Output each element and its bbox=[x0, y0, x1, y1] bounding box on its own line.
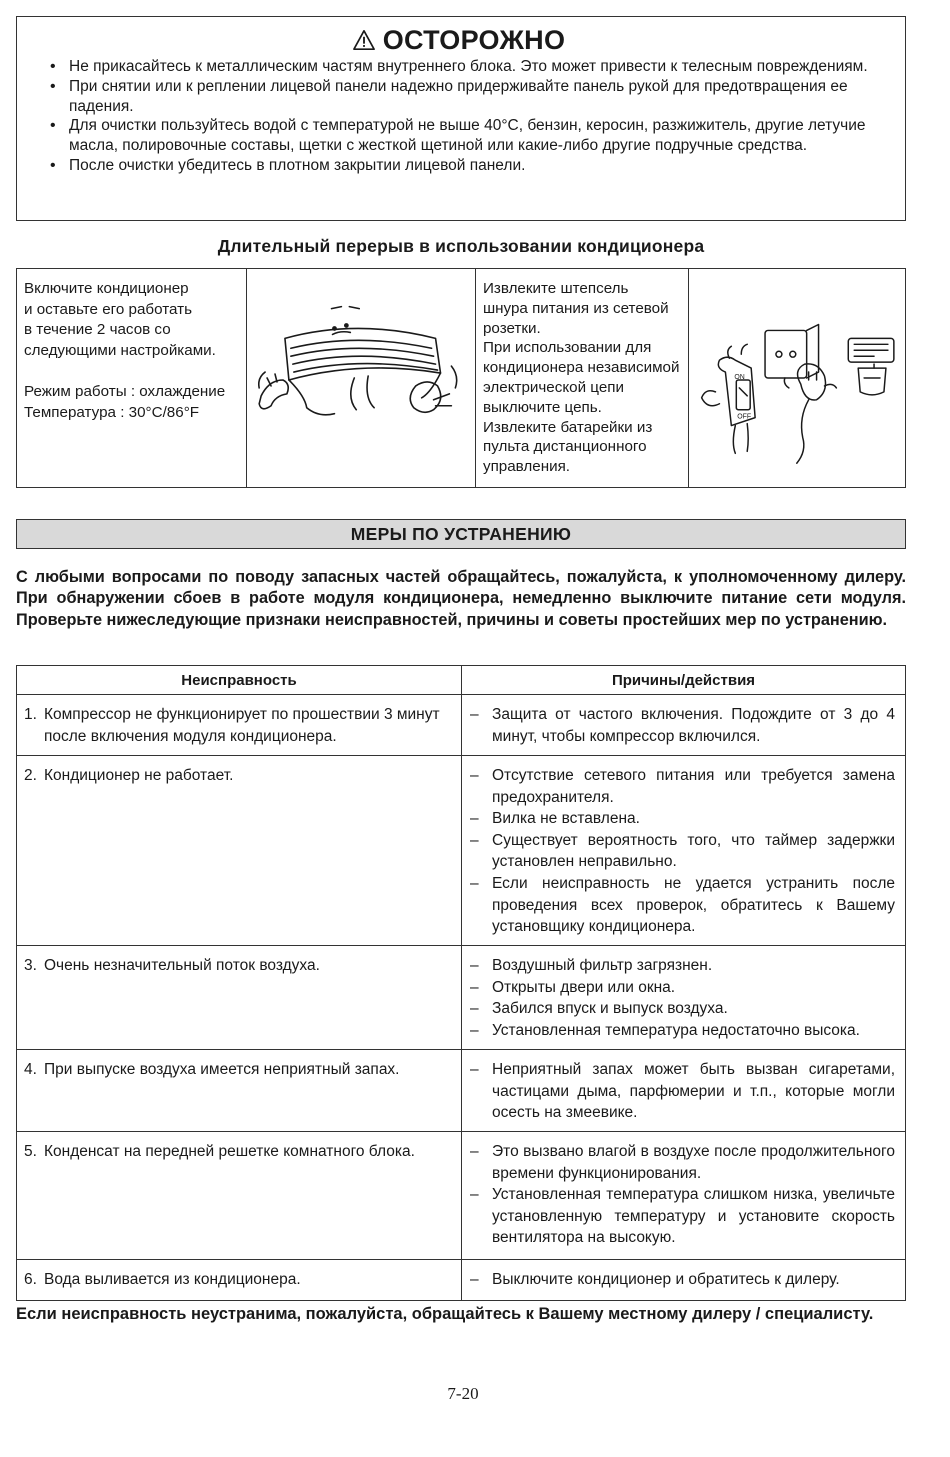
action-item: – Выключите кондиционер и обратитесь к дилеру. bbox=[470, 1271, 840, 1288]
caution-list bbox=[47, 57, 891, 176]
problem-text: При выпуске воздуха имеется неприятный запах. bbox=[44, 1061, 400, 1078]
long-break-left-text-cell bbox=[17, 269, 247, 487]
table-row bbox=[17, 1260, 905, 1300]
table-row bbox=[17, 1132, 905, 1260]
long-break-mode-settings: Режим работы : охлаждение Температура : 30°C/86°F bbox=[24, 383, 226, 421]
problem-number: 3. bbox=[24, 957, 37, 974]
cartoon-air-conditioner-icon bbox=[247, 269, 475, 487]
long-break-title: Длительный перерыв в использовании кондиционера bbox=[217, 236, 705, 256]
warning-triangle-icon bbox=[353, 29, 375, 51]
troubleshooting-banner: МЕРЫ ПО УСТРАНЕНИЮ bbox=[16, 519, 906, 549]
caution-box bbox=[16, 16, 906, 221]
action-item: – Установленная температура недостаточно высока. bbox=[470, 1021, 860, 1039]
long-break-right-text-cell bbox=[476, 269, 689, 487]
action-item: – Неприятный запах может быть вызван сигаретами, частицами дыма, парфюмерии и т.п., которые могли осесть на змеевике. bbox=[470, 1061, 895, 1122]
long-break-instructions: Включите кондиционер и оставьте его работать в течение 2 часов со следующими настройками. bbox=[24, 280, 216, 359]
action-item: – Открыты двери или окна. bbox=[470, 978, 676, 996]
switch-off-label: OFF bbox=[736, 413, 751, 421]
table-header bbox=[17, 666, 905, 695]
problem-number: 5. bbox=[24, 1143, 37, 1160]
action-item: – Защита от частого включения. Подождите от 3 до 4 минут, чтобы компрессор включился. bbox=[470, 706, 895, 745]
caution-item: • При снятии или к реплении лицевой панели надежно придерживайте панель рукой для предотвращения ее падения. bbox=[47, 77, 891, 117]
unplug-instructions: Извлеките штепсель шнура питания из сетевой розетки. При использовании для кондиционера независимой электрической цепи выключите цепь. Извлеките батарейки из пульта дистанционного управления. bbox=[482, 280, 680, 476]
table-row bbox=[17, 756, 905, 946]
switch-on-label: ON bbox=[733, 373, 745, 381]
problem-text: Компрессор не функционирует по прошествии 3 минут после включения модуля кондиционера. bbox=[44, 706, 440, 745]
problem-number: 1. bbox=[24, 706, 37, 723]
column-header-problem: Неисправность bbox=[17, 666, 462, 694]
action-item: – Вилка не вставлена. bbox=[470, 810, 640, 828]
action-item: – Воздушный фильтр загрязнен. bbox=[470, 957, 713, 974]
caution-title-text: ОСТОРОЖНО bbox=[382, 25, 566, 55]
caution-item: • Не прикасайтесь к металлическим частям внутреннего блока. Это может привести к телесным повреждениям. bbox=[47, 57, 891, 77]
problem-number: 2. bbox=[24, 767, 37, 784]
problem-number: 4. bbox=[24, 1061, 37, 1078]
caution-title bbox=[27, 23, 891, 57]
table-row bbox=[17, 946, 905, 1050]
long-break-table bbox=[16, 268, 906, 488]
action-item: – Если неисправность не удается устранить после проведения всех проверок, обратитесь к Вашему установщику кондиционера. bbox=[470, 874, 895, 936]
table-row bbox=[17, 695, 905, 756]
caution-item: • Для очистки пользуйтесь водой с температурой не выше 40°C, бензин, керосин, разжижитель, другие летучие масла, полировочные составы, щетки с жесткой щетиной или какие-либо другие подручные средства. bbox=[47, 116, 891, 156]
action-item: – Существует вероятность того, что таймер задержки установлен неправильно. bbox=[470, 831, 895, 871]
caution-item: • После очистки убедитесь в плотном закрытии лицевой панели. bbox=[47, 156, 891, 176]
footer-note: Если неисправность неустранима, пожалуйста, обращайтесь к Вашему местному дилеру / специалисту. bbox=[16, 1305, 874, 1323]
page-number: 7-20 bbox=[447, 1384, 479, 1403]
table-row bbox=[17, 1050, 905, 1132]
column-header-actions: Причины/действия bbox=[611, 671, 756, 689]
cartoon-switch-and-plug-icon bbox=[689, 269, 906, 487]
action-item: – Отсутствие сетевого питания или требуется замена предохранителя. bbox=[470, 767, 895, 806]
action-item: – Установленная температура слишком низка, увеличьте установленную температуру и установите скорость вентилятора на высокую. bbox=[470, 1186, 895, 1247]
action-item: – Это вызвано влагой в воздухе после продолжительного времени функционирования. bbox=[470, 1143, 895, 1182]
troubleshooting-intro: С любыми вопросами по поводу запасных частей обращайтесь, пожалуйста, к уполномоченному дилеру. При обнаружении сбоев в работе модуля кондиционера, немедленно выключите питание сети модуля. Проверьте нижеследующие признаки неисправностей, причины и советы простейших мер по устранению. bbox=[16, 568, 906, 629]
problem-text: Очень незначительный поток воздуха. bbox=[44, 957, 320, 974]
action-item: – Забился впуск и выпуск воздуха. bbox=[470, 1000, 728, 1018]
problem-text: Конденсат на передней решетке комнатного блока. bbox=[44, 1143, 415, 1160]
troubleshooting-table bbox=[16, 665, 906, 1301]
problem-text: Вода выливается из кондиционера. bbox=[44, 1271, 301, 1288]
unplug-illustration bbox=[689, 269, 906, 487]
problem-number: 6. bbox=[24, 1271, 37, 1288]
problem-text: Кондиционер не работает. bbox=[44, 767, 234, 784]
air-conditioner-illustration bbox=[247, 269, 476, 487]
